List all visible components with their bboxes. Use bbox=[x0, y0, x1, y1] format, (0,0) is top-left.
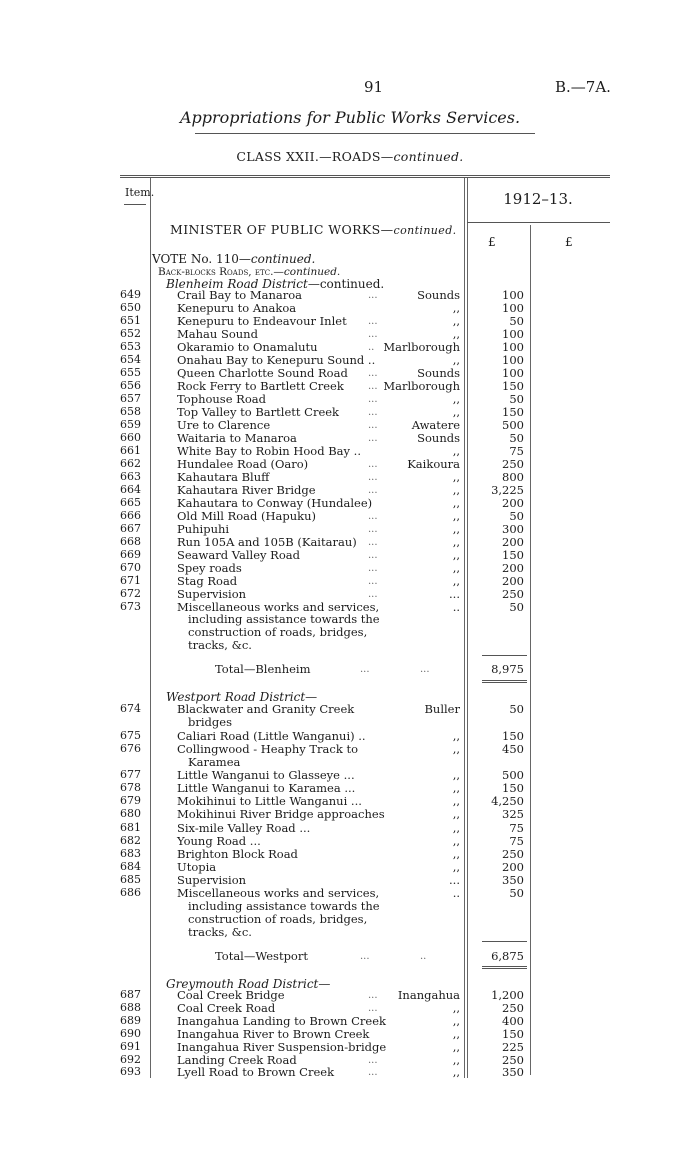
amount-column-divider-left bbox=[464, 178, 465, 1078]
item-description: Kahautara to Conway (Hundalee) bbox=[177, 496, 373, 510]
item-description: Miscellaneous works and services, bbox=[177, 600, 380, 614]
leader-dots: ... bbox=[368, 563, 378, 574]
year-header-rule bbox=[467, 222, 610, 223]
item-location: Awatere bbox=[411, 418, 460, 432]
blenheim-total-label: Total—Blenheim bbox=[215, 662, 311, 676]
item-amount: 250 bbox=[502, 587, 524, 601]
westport-total-amount: 6,875 bbox=[491, 949, 524, 963]
item-location: ,, bbox=[452, 741, 460, 756]
item-amount: 150 bbox=[502, 728, 524, 743]
item-location: ,, bbox=[452, 1000, 460, 1015]
item-amount: 450 bbox=[502, 741, 524, 756]
item-description: Lyell Road to Brown Creek bbox=[177, 1065, 335, 1080]
westport-district-heading: Westport Road District— bbox=[166, 690, 318, 704]
item-description: Six-mile Valley Road ... bbox=[177, 820, 311, 835]
item-description: Old Mill Road (Hapuku) bbox=[177, 509, 317, 523]
item-number: 662 bbox=[120, 457, 141, 470]
item-description: Inangahua River Suspension-bridge bbox=[177, 1039, 387, 1054]
item-description: Landing Creek Road bbox=[177, 1052, 297, 1067]
item-location: ,, bbox=[452, 728, 460, 743]
item-amount: 50 bbox=[509, 509, 524, 523]
item-description: Young Road ... bbox=[177, 833, 261, 848]
item-amount: 1,200 bbox=[491, 988, 524, 1002]
item-location: Kaikoura bbox=[407, 457, 460, 471]
item-amount: 50 bbox=[509, 314, 524, 328]
leader-dots: ... bbox=[368, 1002, 378, 1014]
document-code: B.—7A. bbox=[555, 78, 611, 96]
item-location: ,, bbox=[452, 509, 460, 523]
item-amount: 150 bbox=[502, 781, 524, 796]
item-description: Utopia bbox=[177, 859, 217, 874]
leader-dots: ... bbox=[368, 1054, 378, 1066]
item-number: 658 bbox=[120, 405, 141, 418]
item-amount: 250 bbox=[502, 1052, 524, 1067]
item-location: ,, bbox=[452, 833, 460, 848]
item-location: ,, bbox=[452, 535, 460, 549]
leader-dots: ... bbox=[368, 368, 378, 379]
item-amount: 75 bbox=[509, 833, 524, 848]
item-number: 656 bbox=[120, 379, 141, 392]
item-description: Caliari Road (Little Wanganui) .. bbox=[177, 728, 366, 743]
item-number: 667 bbox=[120, 522, 141, 535]
item-description: Inangahua River to Brown Creek bbox=[177, 1026, 370, 1041]
item-location: ... bbox=[449, 587, 460, 601]
item-number: 671 bbox=[120, 574, 141, 587]
page-number: 91 bbox=[364, 78, 384, 96]
item-location: Buller bbox=[424, 702, 460, 716]
item-number: 652 bbox=[120, 327, 141, 340]
leader-dots: ... bbox=[368, 472, 378, 483]
leader-dots: .. bbox=[368, 342, 375, 353]
item-amount: 225 bbox=[502, 1039, 524, 1054]
leader-dots: ... bbox=[368, 407, 378, 418]
item-number: 675 bbox=[120, 728, 141, 742]
item-amount: 150 bbox=[502, 548, 524, 562]
item-amount: 150 bbox=[502, 1026, 524, 1041]
item-description: Supervision bbox=[177, 872, 247, 887]
westport-total-rule bbox=[482, 941, 527, 942]
item-amount: 500 bbox=[502, 418, 524, 432]
westport-total-label: Total—Westport bbox=[215, 949, 308, 963]
item-location: ,, bbox=[452, 561, 460, 575]
item-location: ,, bbox=[452, 496, 460, 510]
item-number: 693 bbox=[120, 1065, 141, 1079]
item-location: ,, bbox=[452, 405, 460, 419]
item-description: Miscellaneous works and services, bbox=[177, 886, 380, 900]
item-location: ,, bbox=[452, 548, 460, 562]
westport-total-underline-2 bbox=[482, 968, 527, 969]
item-number: 682 bbox=[120, 833, 141, 847]
item-description: Queen Charlotte Sound Road bbox=[177, 366, 348, 380]
item-description: Run 105A and 105B (Kaitarau) bbox=[177, 535, 357, 549]
item-number: 664 bbox=[120, 483, 141, 496]
westport-misc-line-1: including assistance towards the bbox=[188, 899, 380, 913]
blenheim-misc-line-3: tracks, &c. bbox=[188, 638, 252, 652]
item-location: ,, bbox=[452, 353, 460, 367]
item-number: 655 bbox=[120, 366, 141, 379]
amount-column-divider-left-2 bbox=[467, 178, 468, 1078]
item-location: .. bbox=[452, 886, 460, 900]
greymouth-district-heading: Greymouth Road District— bbox=[166, 977, 331, 991]
item-location: ,, bbox=[452, 1065, 460, 1080]
item-amount: 500 bbox=[502, 768, 524, 783]
item-number: 687 bbox=[120, 988, 141, 1001]
item-description: Mokihinui River Bridge approaches bbox=[177, 807, 385, 822]
item-description: Rock Ferry to Bartlett Creek bbox=[177, 379, 344, 393]
item-description: Tophouse Road bbox=[177, 392, 266, 406]
item-description: Kenepuru to Anakoa bbox=[177, 301, 297, 315]
item-location: ,, bbox=[452, 444, 460, 458]
item-location: ,, bbox=[452, 1013, 460, 1028]
westport-misc-line-2: construction of roads, bridges, bbox=[188, 912, 368, 926]
item-amount: 100 bbox=[502, 301, 524, 315]
blenheim-district-heading: Blenheim Road District—continued. bbox=[166, 277, 385, 291]
item-number: 649 bbox=[120, 288, 141, 301]
item-number: 661 bbox=[120, 444, 141, 457]
item-description: Seaward Valley Road bbox=[177, 548, 300, 562]
item-number: 660 bbox=[120, 431, 141, 444]
item-number: 679 bbox=[120, 794, 141, 808]
item-number: 678 bbox=[120, 781, 141, 795]
leader-dots: ... bbox=[368, 1067, 378, 1079]
item-amount: 200 bbox=[502, 535, 524, 549]
item-amount: 150 bbox=[502, 379, 524, 393]
item-amount: 100 bbox=[502, 327, 524, 341]
item-number: 659 bbox=[120, 418, 141, 431]
year-column-header: 1912–13. bbox=[503, 190, 573, 208]
item-location: ,, bbox=[452, 768, 460, 783]
leader-dots: ... bbox=[368, 550, 378, 561]
westport-total-dots-2: .. bbox=[420, 951, 427, 962]
item-location: ... bbox=[449, 872, 460, 887]
item-location: ,, bbox=[452, 314, 460, 328]
item-header-underline bbox=[124, 204, 146, 205]
item-description: Kenepuru to Endeavour Inlet bbox=[177, 314, 347, 328]
item-description: Ure to Clarence bbox=[177, 418, 271, 432]
leader-dots: ... bbox=[368, 381, 378, 392]
item-location: Marlborough bbox=[383, 379, 460, 393]
leader-dots: ... bbox=[368, 589, 378, 600]
item-amount: 100 bbox=[502, 353, 524, 367]
item-description: Top Valley to Bartlett Creek bbox=[177, 405, 340, 419]
item-location: ,, bbox=[452, 781, 460, 796]
item-number: 666 bbox=[120, 509, 141, 522]
item-location: ,, bbox=[452, 483, 460, 497]
westport-misc-line-3: tracks, &c. bbox=[188, 925, 252, 939]
item-amount: 350 bbox=[502, 872, 524, 887]
leader-dots: ... bbox=[368, 290, 378, 301]
item-amount: 200 bbox=[502, 859, 524, 874]
item-description: Mahau Sound bbox=[177, 327, 258, 341]
pound-sign-1: £ bbox=[488, 235, 496, 249]
leader-dots: ... bbox=[368, 420, 378, 431]
item-description: Mokihinui to Little Wanganui ... bbox=[177, 794, 362, 809]
item-description: Brighton Block Road bbox=[177, 846, 298, 861]
item-amount: 800 bbox=[502, 470, 524, 484]
leader-dots: ... bbox=[368, 485, 378, 496]
item-number: 689 bbox=[120, 1013, 141, 1027]
item-location: ,, bbox=[452, 1026, 460, 1041]
item-amount: 3,225 bbox=[491, 483, 524, 497]
class-heading: CLASS XXII.—ROADS—continued. bbox=[236, 149, 464, 164]
item-location: ,, bbox=[452, 392, 460, 406]
item-amount: 50 bbox=[509, 392, 524, 406]
item-number: 672 bbox=[120, 587, 141, 600]
item-number: 654 bbox=[120, 353, 141, 366]
blenheim-total-dots-1: ... bbox=[360, 664, 370, 675]
item-location: ,, bbox=[452, 1039, 460, 1054]
item-number: 674 bbox=[120, 702, 141, 715]
item-description: Supervision bbox=[177, 587, 247, 601]
leader-dots: ... bbox=[368, 537, 378, 548]
item-amount: 50 bbox=[509, 702, 524, 716]
item-description: Collingwood - Heaphy Track to bbox=[177, 741, 359, 756]
item-location: ,, bbox=[452, 301, 460, 315]
blenheim-total-underline-2 bbox=[482, 682, 527, 683]
item-amount: 50 bbox=[509, 431, 524, 445]
item-number: 668 bbox=[120, 535, 141, 548]
page-title: Appropriations for Public Works Services. bbox=[179, 108, 521, 127]
item-amount: 200 bbox=[502, 574, 524, 588]
blenheim-misc-line-2: construction of roads, bridges, bbox=[188, 625, 368, 639]
item-amount: 250 bbox=[502, 1000, 524, 1015]
item-amount: 200 bbox=[502, 496, 524, 510]
title-rule bbox=[195, 133, 535, 134]
item-amount: 50 bbox=[509, 600, 524, 614]
blenheim-misc-line-1: including assistance towards the bbox=[188, 612, 380, 626]
blenheim-total-amount: 8,975 bbox=[491, 662, 524, 676]
item-description: Little Wanganui to Karamea ... bbox=[177, 781, 356, 796]
item-description: Coal Creek Road bbox=[177, 1000, 276, 1015]
item-number: 684 bbox=[120, 859, 141, 873]
item-number: 657 bbox=[120, 392, 141, 405]
item-description: Kahautara River Bridge bbox=[177, 483, 316, 497]
item-number: 685 bbox=[120, 872, 141, 886]
item-number: 677 bbox=[120, 768, 141, 782]
blenheim-total-dots-2: ... bbox=[420, 664, 430, 675]
minister-heading: MINISTER OF PUBLIC WORKS—continued. bbox=[170, 222, 457, 237]
item-amount: 250 bbox=[502, 846, 524, 861]
item-number: 669 bbox=[120, 548, 141, 561]
item-description-cont: Karamea bbox=[188, 754, 241, 769]
item-amount: 50 bbox=[509, 886, 524, 900]
item-number: 651 bbox=[120, 314, 141, 327]
item-amount: 350 bbox=[502, 1065, 524, 1080]
item-number: 681 bbox=[120, 820, 141, 834]
item-location: ,, bbox=[452, 574, 460, 588]
item-location: Sounds bbox=[417, 366, 460, 380]
item-number: 680 bbox=[120, 807, 141, 821]
item-number: 692 bbox=[120, 1052, 141, 1066]
item-number: 673 bbox=[120, 600, 141, 613]
leader-dots: ... bbox=[368, 316, 378, 327]
item-number: 653 bbox=[120, 340, 141, 353]
item-description: Spey roads bbox=[177, 561, 242, 575]
item-location: ,, bbox=[452, 1052, 460, 1067]
item-description: Stag Road bbox=[177, 574, 238, 588]
item-description: Crail Bay to Manaroa bbox=[177, 288, 302, 302]
item-column-divider bbox=[150, 178, 151, 1078]
leader-dots: ... bbox=[368, 511, 378, 522]
item-location: ,, bbox=[452, 820, 460, 835]
item-number: 663 bbox=[120, 470, 141, 483]
leader-dots: ... bbox=[368, 524, 378, 535]
item-amount: 400 bbox=[502, 1013, 524, 1028]
item-description: Blackwater and Granity Creek bbox=[177, 702, 355, 716]
leader-dots: ... bbox=[368, 459, 378, 470]
item-description: Okaramio to Onamalutu bbox=[177, 340, 318, 354]
item-location: ,, bbox=[452, 470, 460, 484]
table-top-rule bbox=[120, 175, 610, 176]
item-location: ,, bbox=[452, 859, 460, 874]
back-blocks-heading: Back-blocks Roads, etc.—continued. bbox=[158, 266, 341, 278]
item-number: 665 bbox=[120, 496, 141, 509]
pound-sign-2: £ bbox=[565, 235, 573, 249]
item-location: ,, bbox=[452, 807, 460, 822]
leader-dots: ... bbox=[368, 990, 378, 1001]
item-location: Sounds bbox=[417, 288, 460, 302]
item-number: 650 bbox=[120, 301, 141, 314]
item-amount: 250 bbox=[502, 457, 524, 471]
item-description: Kahautara Bluff bbox=[177, 470, 270, 484]
item-description: Little Wanganui to Glasseye ... bbox=[177, 768, 355, 783]
blenheim-total-underline bbox=[482, 680, 527, 681]
item-number: 670 bbox=[120, 561, 141, 574]
item-amount: 300 bbox=[502, 522, 524, 536]
item-description: Hundalee Road (Oaro) bbox=[177, 457, 309, 471]
item-description: White Bay to Robin Hood Bay .. bbox=[177, 444, 361, 458]
item-description: Inangahua Landing to Brown Creek bbox=[177, 1013, 386, 1028]
item-number: 688 bbox=[120, 1000, 141, 1014]
item-number: 683 bbox=[120, 846, 141, 860]
blenheim-total-rule bbox=[482, 655, 527, 656]
item-description: Onahau Bay to Kenepuru Sound .. bbox=[177, 353, 376, 367]
item-number: 686 bbox=[120, 886, 141, 899]
westport-total-dots-1: ... bbox=[360, 951, 370, 962]
item-location: Inangahua bbox=[397, 988, 460, 1002]
leader-dots: ... bbox=[368, 329, 378, 340]
item-description-cont: bridges bbox=[188, 715, 232, 729]
item-description: Puhipuhi bbox=[177, 522, 230, 536]
westport-total-underline bbox=[482, 966, 527, 967]
item-column-header: Item. bbox=[125, 186, 155, 199]
item-location: ,, bbox=[452, 327, 460, 341]
item-number: 690 bbox=[120, 1026, 141, 1040]
item-amount: 100 bbox=[502, 340, 524, 354]
item-amount: 100 bbox=[502, 288, 524, 302]
leader-dots: ... bbox=[368, 433, 378, 444]
item-location: Sounds bbox=[417, 431, 460, 445]
item-location: ,, bbox=[452, 846, 460, 861]
vote-heading: VOTE No. 110—continued. bbox=[152, 252, 316, 266]
item-number: 676 bbox=[120, 741, 141, 755]
item-amount: 75 bbox=[509, 444, 524, 458]
item-description: Waitaria to Manaroa bbox=[177, 431, 297, 445]
item-location: .. bbox=[452, 600, 460, 614]
item-amount: 325 bbox=[502, 807, 524, 822]
amount-column-divider-mid bbox=[530, 225, 531, 1075]
item-amount: 4,250 bbox=[491, 794, 524, 809]
item-amount: 200 bbox=[502, 561, 524, 575]
leader-dots: ... bbox=[368, 576, 378, 587]
item-amount: 100 bbox=[502, 366, 524, 380]
item-location: ,, bbox=[452, 522, 460, 536]
item-location: Marlborough bbox=[383, 340, 460, 354]
item-description: Coal Creek Bridge bbox=[177, 988, 285, 1002]
item-location: ,, bbox=[452, 794, 460, 809]
item-amount: 150 bbox=[502, 405, 524, 419]
table-top-rule-2 bbox=[120, 177, 610, 178]
leader-dots: ... bbox=[368, 394, 378, 405]
item-amount: 75 bbox=[509, 820, 524, 835]
item-number: 691 bbox=[120, 1039, 141, 1053]
